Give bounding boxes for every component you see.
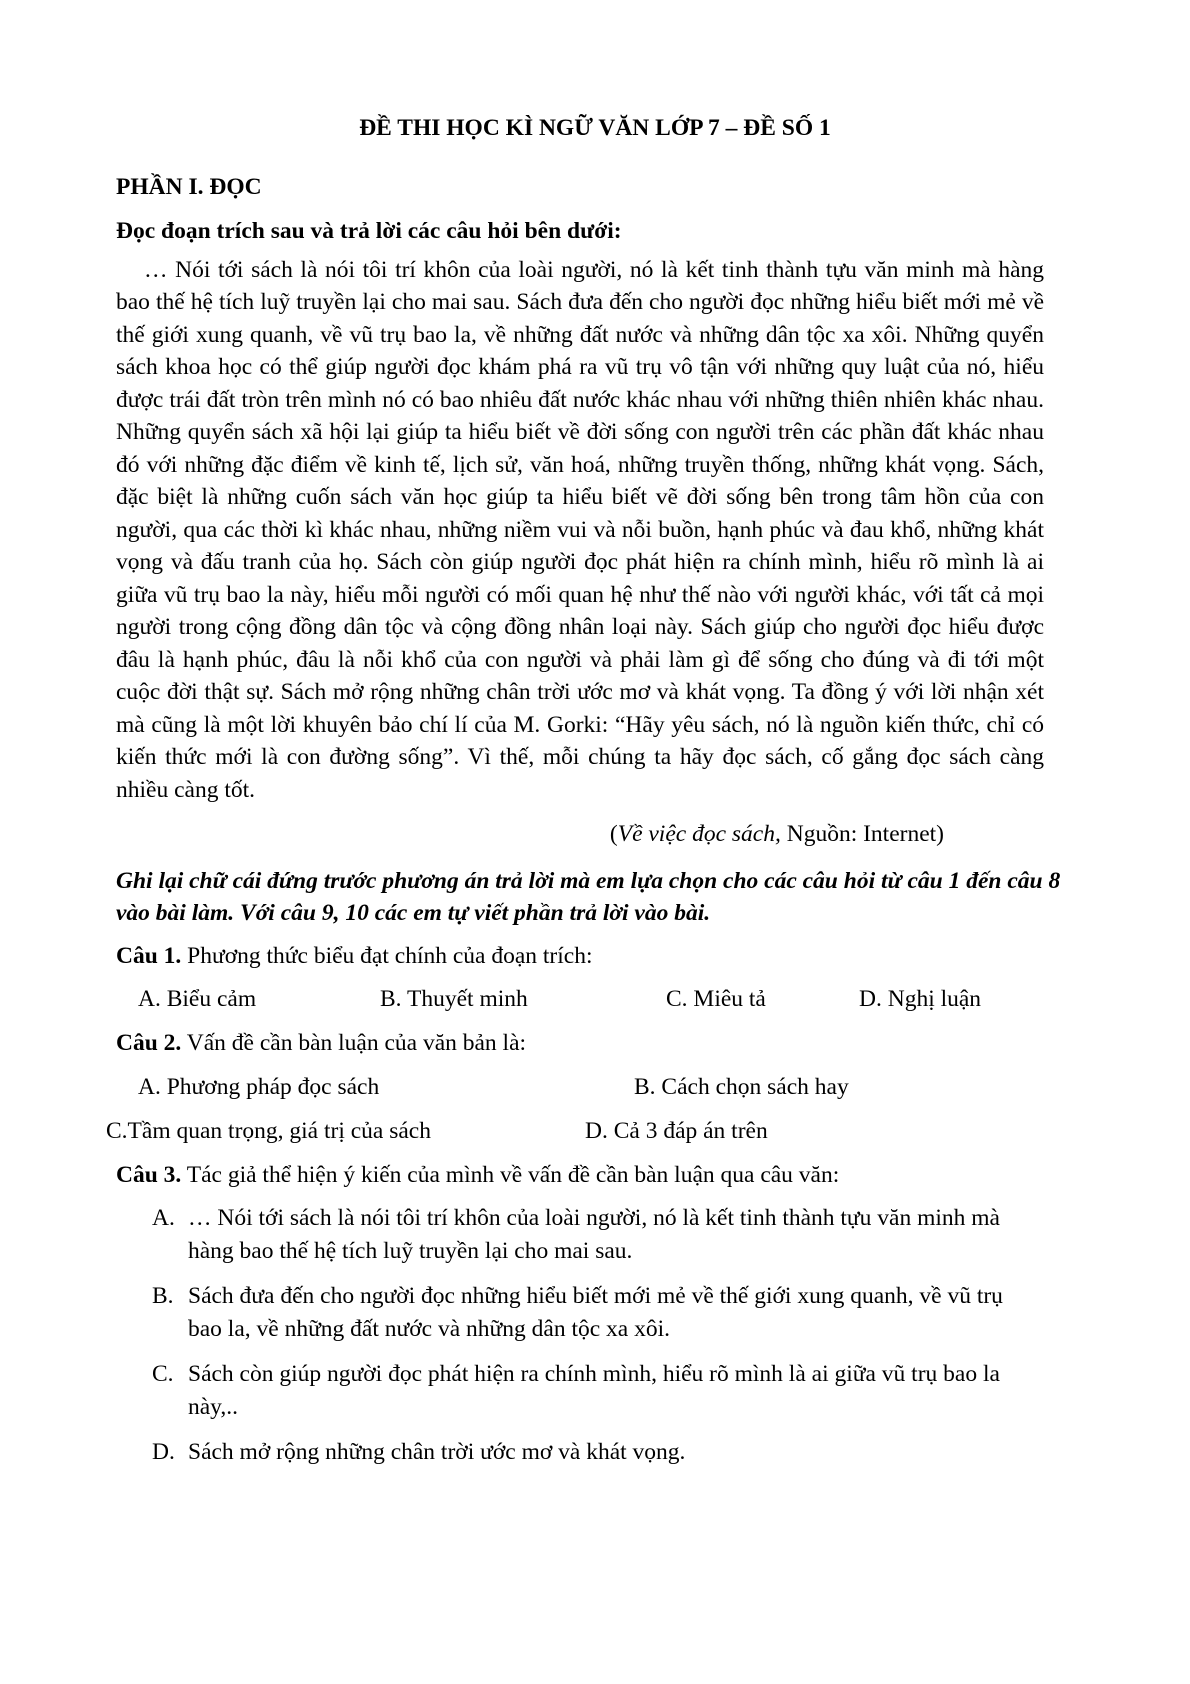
question-2-options-row1 bbox=[116, 1071, 1074, 1105]
option-letter: B. bbox=[152, 1283, 174, 1309]
question-2-option-a: A. Phương pháp đọc sách bbox=[138, 1073, 380, 1100]
option-text: Sách đưa đến cho người đọc những hiểu biết mới mẻ về thế giới xung quanh, về vũ trụ bao la, về những đất nước và những dân tộc xa xôi. bbox=[188, 1283, 1003, 1342]
question-2-options-row2 bbox=[106, 1115, 1074, 1149]
reading-instruction: Đọc đoạn trích sau và trả lời các câu hỏi bên dưới: bbox=[116, 218, 622, 244]
question-1-options bbox=[116, 983, 1074, 1017]
question-2 bbox=[116, 1027, 1074, 1060]
question-3-option-c bbox=[152, 1358, 1074, 1423]
question-2-option-c: C.Tầm quan trọng, giá trị của sách bbox=[106, 1117, 431, 1144]
question-3-options bbox=[116, 1202, 1074, 1469]
question-1 bbox=[116, 940, 1074, 973]
question-1-label: Câu 1. bbox=[116, 942, 182, 969]
option-letter: D. bbox=[152, 1439, 175, 1465]
question-1-text: Phương thức biểu đạt chính của đoạn trích: bbox=[181, 942, 593, 969]
question-3-option-b bbox=[152, 1280, 1074, 1345]
question-3 bbox=[116, 1159, 1074, 1192]
question-2-text: Vấn đề cần bàn luận của văn bản là: bbox=[181, 1030, 527, 1056]
option-text: Sách còn giúp người đọc phát hiện ra chính mình, hiểu rõ mình là ai giữa vũ trụ bao la này,.. bbox=[188, 1361, 1000, 1420]
section-heading: PHẦN I. ĐỌC bbox=[116, 173, 262, 200]
page-title: ĐỀ THI HỌC KÌ NGỮ VĂN LỚP 7 – ĐỀ SỐ 1 bbox=[359, 115, 831, 141]
question-3-option-a bbox=[152, 1202, 1074, 1267]
passage-source bbox=[116, 818, 1074, 851]
reading-passage: … Nói tới sách là nói tôi trí khôn của loài người, nó là kết tinh thành tựu văn minh mà hàng bao thế hệ tích luỹ truyền lại cho mai sau. Sách đưa đến cho người đọc những hiểu biết mới mẻ về thế giới xung quanh, về vũ trụ bao la, về những đất nước và những dân tộc xa xôi. Những quyển sách khoa học có thể giúp người đọc khám phá ra vũ trụ vô tận với những quy luật của nó, hiểu được trái đất tròn trên mình nó có bao nhiêu đất nước khác nhau với những thiên nhiên khác nhau. Những quyển sách xã hội lại giúp ta hiểu biết về đời sống con người trên các phần đất khác nhau đó với những đặc điểm về kinh tế, lịch sử, văn hoá, những truyền thống, những khát vọng. Sách, đặc biệt là những cuốn sách văn học giúp ta hiểu biết vẽ đời sống bên trong tâm hồn của con người, qua các thời kì khác nhau, những niềm vui và nỗi buồn, hạnh phúc và đau khổ, những khát vọng và đấu tranh của họ. Sách còn giúp người đọc phát hiện ra chính mình, hiểu rõ mình là ai giữa vũ trụ bao la này, hiểu mỗi người có mối quan hệ như thế nào với người khác, với tất cả mọi người trong cộng đồng dân tộc và cộng đồng nhân loại này. Sách giúp cho người đọc hiểu được đâu là hạnh phúc, đâu là nỗi khổ của con người và phải làm gì để sống cho đúng và đi tới một cuộc đời thật sự. Sách mở rộng những chân trời ước mơ và khát vọng. Ta đồng ý với lời nhận xét mà cũng là một lời khuyên bảo chí lí của M. Gorki: “Hãy yêu sách, nó là nguồn kiến thức, chỉ có kiến thức mới là con đường sống”. Vì thế, mỗi chúng ta hãy đọc sách, cố gắng đọc sách càng nhiều càng tốt. bbox=[116, 256, 1044, 803]
question-3-option-d bbox=[152, 1436, 1074, 1469]
question-1-option-c: C. Miêu tả bbox=[666, 986, 766, 1012]
option-letter: A. bbox=[152, 1205, 175, 1231]
answer-instruction: Ghi lại chữ cái đứng trước phương án trả lời mà em lựa chọn cho các câu hỏi từ câu 1 đến câu 8 vào bài làm. Với câu 9, 10 các em tự viết phần trả lời vào bài. bbox=[116, 867, 1061, 926]
question-2-option-d: D. Cả 3 đáp án trên bbox=[585, 1117, 768, 1144]
question-3-label: Câu 3. bbox=[116, 1161, 182, 1188]
question-1-option-b: B. Thuyết minh bbox=[380, 986, 528, 1012]
question-2-option-b: B. Cách chọn sách hay bbox=[634, 1073, 849, 1100]
source-rest: Nguồn: Internet) bbox=[780, 821, 944, 847]
question-1-option-a: A. Biểu cảm bbox=[138, 986, 257, 1012]
option-text: … Nói tới sách là nói tôi trí khôn của loài người, nó là kết tinh thành tựu văn minh mà hàng bao thế hệ tích luỹ truyền lại cho mai sau. bbox=[188, 1205, 1000, 1264]
option-text: Sách mở rộng những chân trời ước mơ và khát vọng. bbox=[188, 1439, 686, 1465]
option-letter: C. bbox=[152, 1361, 174, 1387]
question-2-label: Câu 2. bbox=[116, 1030, 182, 1056]
source-open: ( bbox=[609, 821, 618, 847]
question-3-text: Tác giả thể hiện ý kiến của mình về vấn đề cần bàn luận qua câu văn: bbox=[181, 1161, 840, 1188]
source-title: Về việc đọc sách, bbox=[617, 821, 781, 847]
question-1-option-d: D. Nghị luận bbox=[859, 986, 982, 1012]
